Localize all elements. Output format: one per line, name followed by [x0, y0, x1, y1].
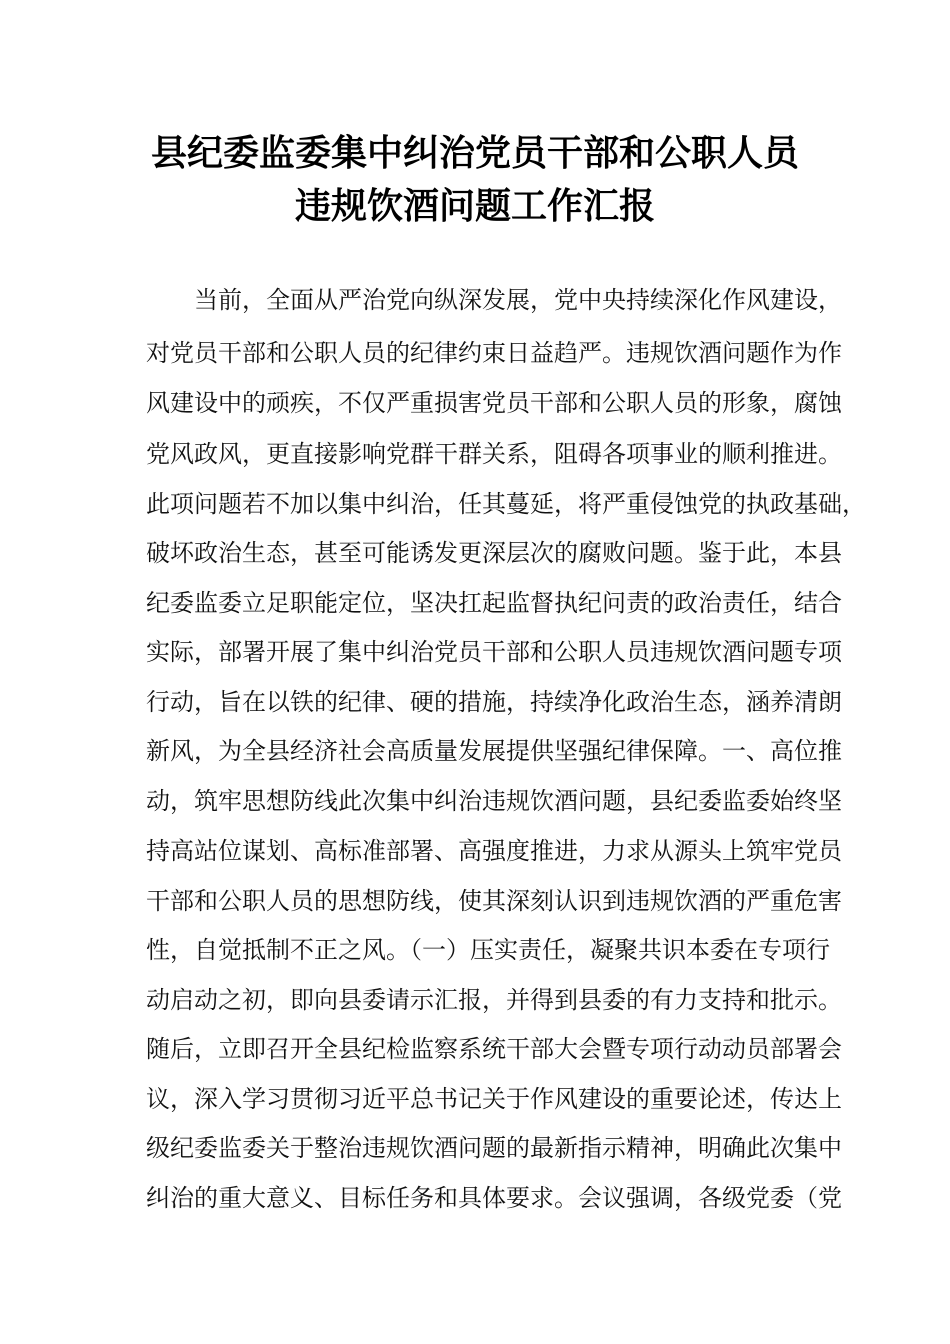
body-line: 动启动之初，即向县委请示汇报，并得到县委的有力支持和批示。	[146, 986, 842, 1014]
body-line: 持高站位谋划、高标准部署、高强度推进，力求从源头上筑牢党员	[146, 837, 842, 865]
body-line: 动，筑牢思想防线此次集中纠治违规饮酒问题，县纪委监委始终坚	[146, 787, 842, 815]
body-line: 随后，立即召开全县纪检监察系统干部大会暨专项行动动员部署会	[146, 1035, 842, 1063]
document-title-line-1: 县纪委监委集中纠治党员干部和公职人员	[150, 133, 799, 174]
body-line: 性，自觉抵制不正之风。（一）压实责任，凝聚共识本委在专项行	[146, 936, 830, 964]
body-line: 此项问题若不加以集中纠治，任其蔓延，将严重侵蚀党的执政基础，	[146, 490, 866, 518]
body-line: 当前，全面从严治党向纵深发展，党中央持续深化作风建设，	[194, 286, 842, 314]
body-line: 行动，旨在以铁的纪律、硬的措施，持续净化政治生态，涵养清朗	[146, 688, 842, 716]
body-line: 对党员干部和公职人员的纪律约束日益趋严。违规饮酒问题作为作	[146, 339, 842, 367]
body-line: 级纪委监委关于整治违规饮酒问题的最新指示精神，明确此次集中	[146, 1134, 842, 1162]
document-title-line-2: 违规饮酒问题工作汇报	[294, 186, 655, 227]
body-line: 干部和公职人员的思想防线，使其深刻认识到违规饮酒的严重危害	[146, 887, 842, 915]
body-line: 党风政风，更直接影响党群干群关系，阻碍各项事业的顺利推进。	[146, 440, 842, 468]
body-line: 实际，部署开展了集中纠治党员干部和公职人员违规饮酒问题专项	[146, 638, 842, 666]
body-line: 新风，为全县经济社会高质量发展提供坚强纪律保障。一、高位推	[146, 737, 842, 765]
body-line: 破坏政治生态，甚至可能诱发更深层次的腐败问题。鉴于此，本县	[146, 539, 842, 567]
body-line: 议，深入学习贯彻习近平总书记关于作风建设的重要论述，传达上	[146, 1085, 842, 1113]
body-line: 纪委监委立足职能定位，坚决扛起监督执纪问责的政治责任，结合	[146, 589, 842, 617]
body-line: 纠治的重大意义、目标任务和具体要求。会议强调，各级党委（党	[146, 1184, 842, 1212]
body-line: 风建设中的顽疾，不仅严重损害党员干部和公职人员的形象，腐蚀	[146, 389, 842, 417]
